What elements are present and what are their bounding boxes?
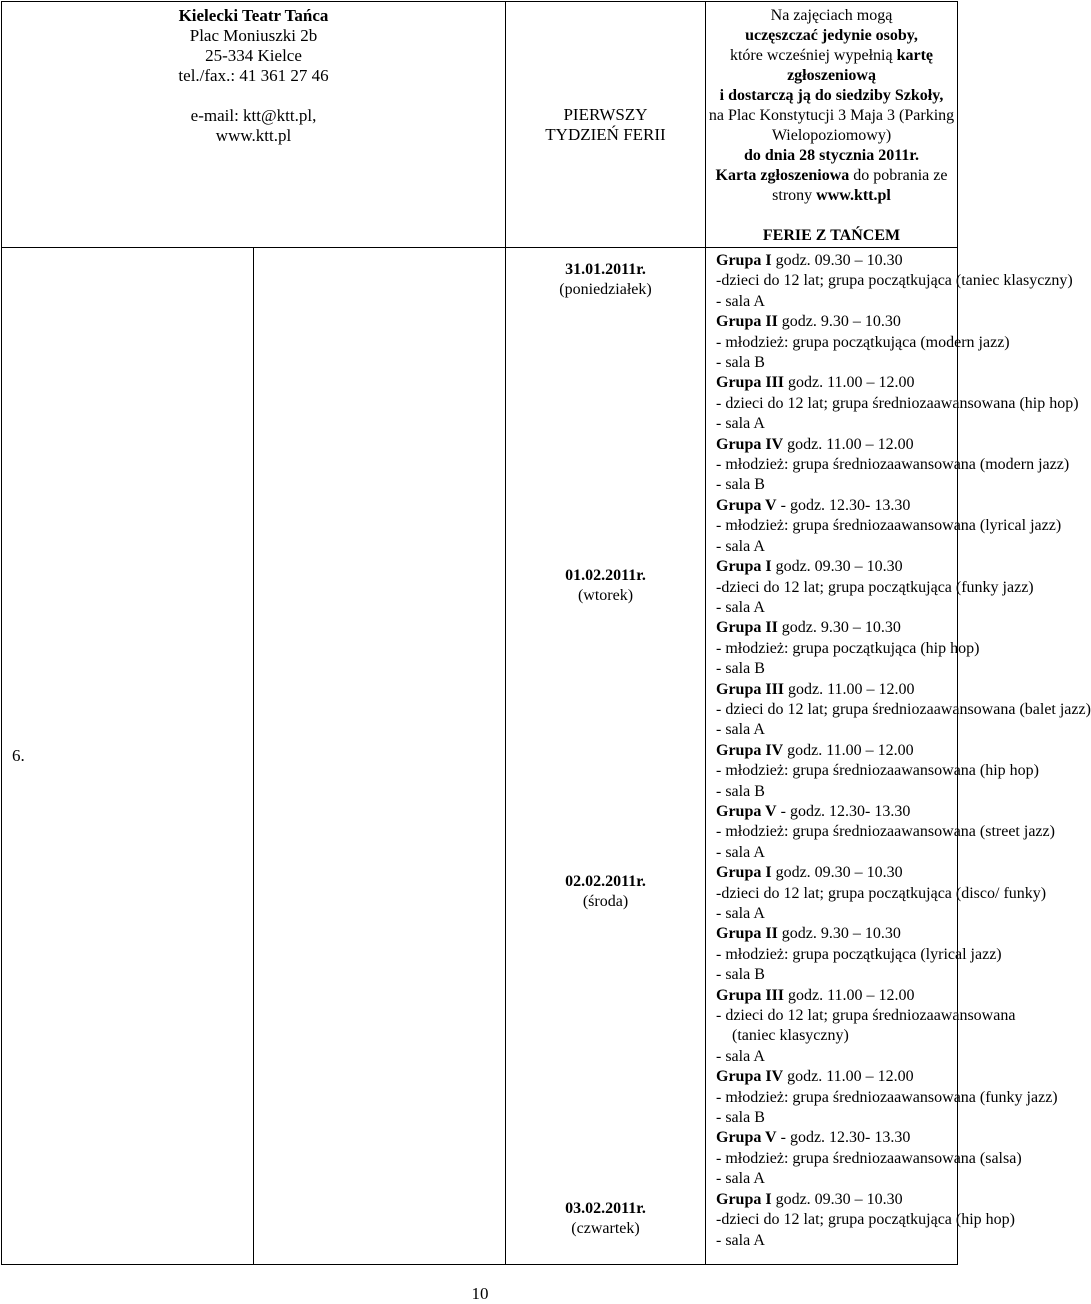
day-date: 31.01.2011r. [565,261,646,278]
week-line: PIERWSZY [563,104,648,124]
day-label [506,1199,705,1239]
group-time: godz. 09.30 – 10.30 [775,558,903,576]
group-description: - młodzież: grupa początkująca (hip hop) [716,639,980,657]
group-time: godz. 11.00 – 12.00 [787,741,914,759]
note-line: Na zajęciach mogą [770,7,893,24]
group-name: Grupa II [716,619,778,637]
contact-line: e-mail: ktt@ktt.pl, [190,106,317,125]
group-time: godz. 11.00 – 12.00 [788,986,915,1004]
group-time: godz. 11.00 – 12.00 [788,680,915,698]
schedule-row [2,248,958,1265]
day-date: 02.02.2011r. [565,873,646,890]
note-line: i dostarczą ją do siedziby Szkoły, [719,87,944,104]
contact-line: tel./fax.: 41 361 27 46 [178,66,329,85]
group-description: -dzieci do 12 lat; grupa początkująca (disco/ funky) [716,884,1047,902]
group-description: - dzieci do 12 lat; grupa średniozaawansowana (hip hop) [716,394,1079,412]
group-name: Grupa I [716,864,772,882]
group-time: godz. 9.30 – 10.30 [781,619,901,637]
day-weekday: (wtorek) [577,587,634,604]
group-time: godz. 11.00 – 12.00 [787,1068,914,1086]
note-line [706,46,957,86]
group-time: - godz. 12.30- 13.30 [780,802,911,820]
group-room: - sala A [716,843,765,861]
group-time: - godz. 12.30- 13.30 [780,496,911,514]
note-text: do pobrania ze strony [772,167,948,204]
day-weekday: (czwartek) [571,1220,640,1237]
group-name: Grupa II [716,313,778,331]
group-room: - sala B [716,782,765,800]
dates-cell [506,248,706,1265]
group-header [716,496,957,516]
contact-cell [2,2,506,248]
group-room: - sala B [716,1109,765,1127]
group-header [716,618,957,638]
group-name: Grupa IV [716,435,784,453]
group-description: -dzieci do 12 lat; grupa początkująca (hip hop) [716,1211,1015,1229]
group-header [716,251,957,271]
group-header [716,1128,957,1148]
spacer-cell [254,248,506,1265]
contact-line: www.ktt.pl [215,126,292,145]
website-text: www.ktt.pl [816,187,891,204]
group-header [716,373,957,393]
group-name: Grupa V [716,496,777,514]
group-name: Grupa I [716,558,772,576]
group-room: - sala B [716,660,765,678]
group-name: Grupa IV [716,741,784,759]
group-header [716,557,957,577]
header-row [2,2,958,248]
note-text: kartę zgłoszeniową [787,47,934,84]
group-room: - sala A [716,598,765,616]
group-name: Grupa V [716,1129,777,1147]
group-description: -dzieci do 12 lat; grupa początkująca (taniec klasyczny) [716,272,1073,290]
group-name: Grupa III [716,986,785,1004]
group-description: - dzieci do 12 lat; grupa średniozaawansowana (balet jazz) [716,700,1091,718]
day-weekday: (poniedziałek) [559,281,652,298]
group-description: -dzieci do 12 lat; grupa początkująca (funky jazz) [716,578,1034,596]
note-line: na Plac Konstytucji 3 Maja 3 (Parking Wielopoziomowy) [708,107,955,144]
group-description: - młodzież: grupa średniozaawansowana (hip hop) [716,762,1039,780]
group-time: godz. 09.30 – 10.30 [775,252,903,269]
day-label [506,260,705,300]
contact-line: 25-334 Kielce [205,46,302,65]
group-header [716,802,957,822]
group-header [716,924,957,944]
group-room: - sala A [716,905,765,922]
note-text: Karta zgłoszeniowa [715,167,850,184]
group-description: - młodzież: grupa średniozaawansowana (lyrical jazz) [716,517,1062,535]
note-line: do dnia 28 stycznia 2011r. [744,147,919,164]
day-label [506,872,705,912]
group-name: Grupa I [716,1190,772,1208]
week-line: TYDZIEŃ FERII [545,124,666,144]
group-room: - sala A [716,415,765,433]
day-date: 03.02.2011r. [565,1200,646,1217]
group-description: - młodzież: grupa początkująca (modern jazz) [716,333,1010,351]
group-header [716,1067,957,1087]
group-time: godz. 9.30 – 10.30 [781,313,901,331]
group-room: - sala A [716,1170,765,1188]
group-name: Grupa IV [716,1068,784,1086]
group-header [716,741,957,761]
group-name: Grupa III [716,374,785,392]
note-line: uczęszczać jedynie osoby, [745,27,918,44]
group-time: godz. 09.30 – 10.30 [775,1190,903,1208]
group-time: godz. 11.00 – 12.00 [788,374,915,392]
group-room: - sala A [716,1047,765,1065]
group-time: godz. 09.30 – 10.30 [775,864,903,882]
group-room: - sala B [716,966,765,984]
classes-cell [706,248,1091,1265]
group-room: - sala A [716,1231,765,1249]
group-description: - młodzież: grupa początkująca (lyrical jazz) [716,945,1002,963]
group-description: - młodzież: grupa średniozaawansowana (salsa) [716,1149,1022,1167]
group-header [716,986,957,1006]
group-time: godz. 9.30 – 10.30 [781,925,901,943]
page-number: 10 [471,1284,489,1303]
group-header [716,680,957,700]
group-name: Grupa I [716,252,772,269]
group-name: Grupa II [716,925,778,943]
group-description: - dzieci do 12 lat; grupa średniozaawansowana [716,1007,1016,1025]
week-cell [506,2,706,248]
group-header [716,435,957,455]
group-name: Grupa V [716,802,777,820]
section-title: FERIE Z TAŃCEM [762,227,901,244]
day-label [506,566,705,606]
group-time: godz. 11.00 – 12.00 [787,435,914,453]
group-time: - godz. 12.30- 13.30 [780,1129,911,1147]
group-room: - sala B [716,476,765,494]
note-text: które wcześniej wypełnią [729,47,893,64]
day-weekday: (środa) [582,893,629,910]
group-description: - młodzież: grupa średniozaawansowana (street jazz) [716,823,1055,841]
registration-note [706,2,958,248]
row-number: 6. [2,248,254,1265]
group-room: - sala A [716,292,765,310]
group-description: - młodzież: grupa średniozaawansowana (modern jazz) [716,456,1070,474]
group-room: - sala A [716,537,765,555]
group-header [716,312,957,332]
group-room: - sala B [716,354,765,372]
note-line [706,166,957,206]
group-description-cont: (taniec klasyczny) [732,1027,849,1045]
group-header [716,863,957,883]
group-description: - młodzież: grupa średniozaawansowana (funky jazz) [716,1088,1058,1106]
contact-line: Plac Moniuszki 2b [189,26,318,45]
schedule-table [1,1,1091,1265]
group-header [716,1190,957,1210]
group-name: Grupa III [716,680,785,698]
group-room: - sala A [716,721,765,739]
day-date: 01.02.2011r. [565,567,646,584]
contact-line: Kielecki Teatr Tańca [178,6,329,25]
